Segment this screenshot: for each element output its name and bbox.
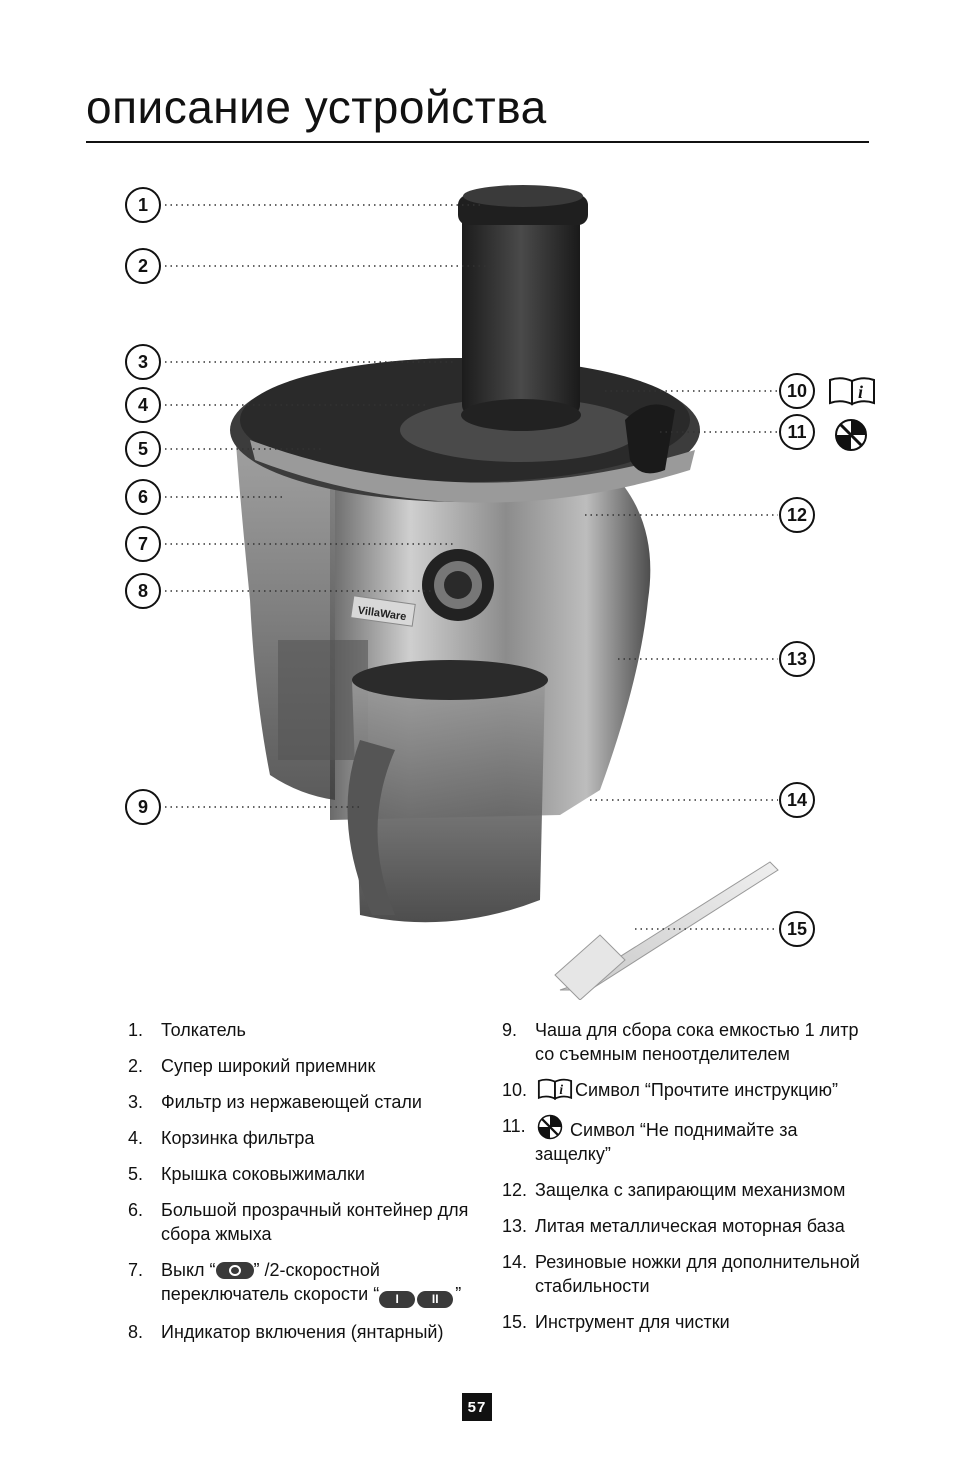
do-not-lift-latch-icon (834, 418, 868, 452)
item-number: 10. (502, 1080, 528, 1100)
do-not-lift-latch-icon (535, 1114, 565, 1140)
callout-3: 3 (125, 344, 161, 380)
read-instructions-icon (535, 1078, 575, 1100)
list-item (128, 1090, 473, 1114)
list-item (502, 1078, 862, 1102)
parts-list-left (128, 1018, 473, 1356)
item-text-part: ” (455, 1284, 462, 1304)
item-text: Индикатор включения (янтарный) (161, 1322, 444, 1342)
callout-4: 4 (125, 387, 161, 423)
item-number: 3. (128, 1092, 144, 1112)
list-item (502, 1250, 862, 1298)
item-number: 6. (128, 1200, 144, 1220)
callout-10: 10 (779, 373, 815, 409)
callout-5: 5 (125, 431, 161, 467)
item-number: 14. (502, 1252, 528, 1272)
callout-1: 1 (125, 187, 161, 223)
brand-label: VillaWare (356, 604, 408, 624)
callout-14: 14 (779, 782, 815, 818)
item-text (535, 1114, 862, 1166)
item-text: Литая металлическая моторная база (535, 1216, 845, 1236)
list-item (502, 1310, 862, 1334)
item-number: 13. (502, 1216, 528, 1236)
read-instructions-icon (828, 376, 876, 406)
callout-12: 12 (779, 497, 815, 533)
item-text: Супер широкий приемник (161, 1056, 376, 1076)
off-switch-icon (216, 1262, 254, 1279)
item-number: 12. (502, 1180, 528, 1200)
callout-9: 9 (125, 789, 161, 825)
list-item (502, 1018, 862, 1066)
item-number: 4. (128, 1128, 144, 1148)
item-text: Толкатель (161, 1020, 246, 1040)
list-item (502, 1178, 862, 1202)
page-number: 57 (462, 1393, 492, 1421)
page-title: описание устройства (86, 81, 547, 133)
item-number: 5. (128, 1164, 144, 1184)
item-number: 7. (128, 1260, 144, 1280)
parts-list-right (502, 1018, 862, 1346)
item-text: Инструмент для чистки (535, 1312, 730, 1332)
list-item (128, 1162, 473, 1186)
callout-11: 11 (779, 414, 815, 450)
list-item (128, 1320, 473, 1344)
item-number: 8. (128, 1322, 144, 1342)
item-text (535, 1078, 862, 1102)
list-item (128, 1126, 473, 1150)
list-item (502, 1114, 862, 1166)
item-number: 11. (502, 1116, 526, 1136)
item-text: Крышка соковыжималки (161, 1164, 365, 1184)
item-text-part: Символ “Не поднимайте за защелку” (535, 1120, 798, 1164)
svg-text:i: i (559, 1082, 564, 1098)
item-number: 1. (128, 1020, 144, 1040)
item-text: Фильтр из нержавеющей стали (161, 1092, 422, 1112)
list-item (502, 1214, 862, 1238)
list-item (128, 1258, 473, 1308)
item-text: Большой прозрачный контейнер для сбора жмыха (161, 1200, 469, 1244)
callout-8: 8 (125, 573, 161, 609)
item-number: 9. (502, 1020, 518, 1040)
callout-6: 6 (125, 479, 161, 515)
item-text-part: Символ “Прочтите инструкцию” (575, 1080, 838, 1100)
callout-15: 15 (779, 911, 815, 947)
callout-2: 2 (125, 248, 161, 284)
item-text: Резиновые ножки для дополнительной стабильности (535, 1252, 860, 1296)
speed-2-icon: II (417, 1291, 453, 1308)
feed-tube (462, 210, 580, 415)
item-text: Корзинка фильтра (161, 1128, 315, 1148)
list-item (128, 1054, 473, 1078)
item-text: Чаша для сбора сока емкостью 1 литр со съемным пеноотделителем (535, 1020, 859, 1064)
item-text-part: Выкл “ (161, 1260, 216, 1280)
item-number: 2. (128, 1056, 144, 1076)
list-item (128, 1018, 473, 1042)
item-number: 15. (502, 1312, 528, 1332)
item-text-part: ” /2-скоростной переключатель скорости “ (161, 1260, 380, 1304)
callout-7: 7 (125, 526, 161, 562)
speed-1-icon: I (379, 1291, 415, 1308)
list-item (128, 1198, 473, 1246)
callout-13: 13 (779, 641, 815, 677)
item-text: Защелка с запирающим механизмом (535, 1180, 846, 1200)
svg-text:i: i (858, 382, 864, 402)
item-text (161, 1258, 473, 1308)
